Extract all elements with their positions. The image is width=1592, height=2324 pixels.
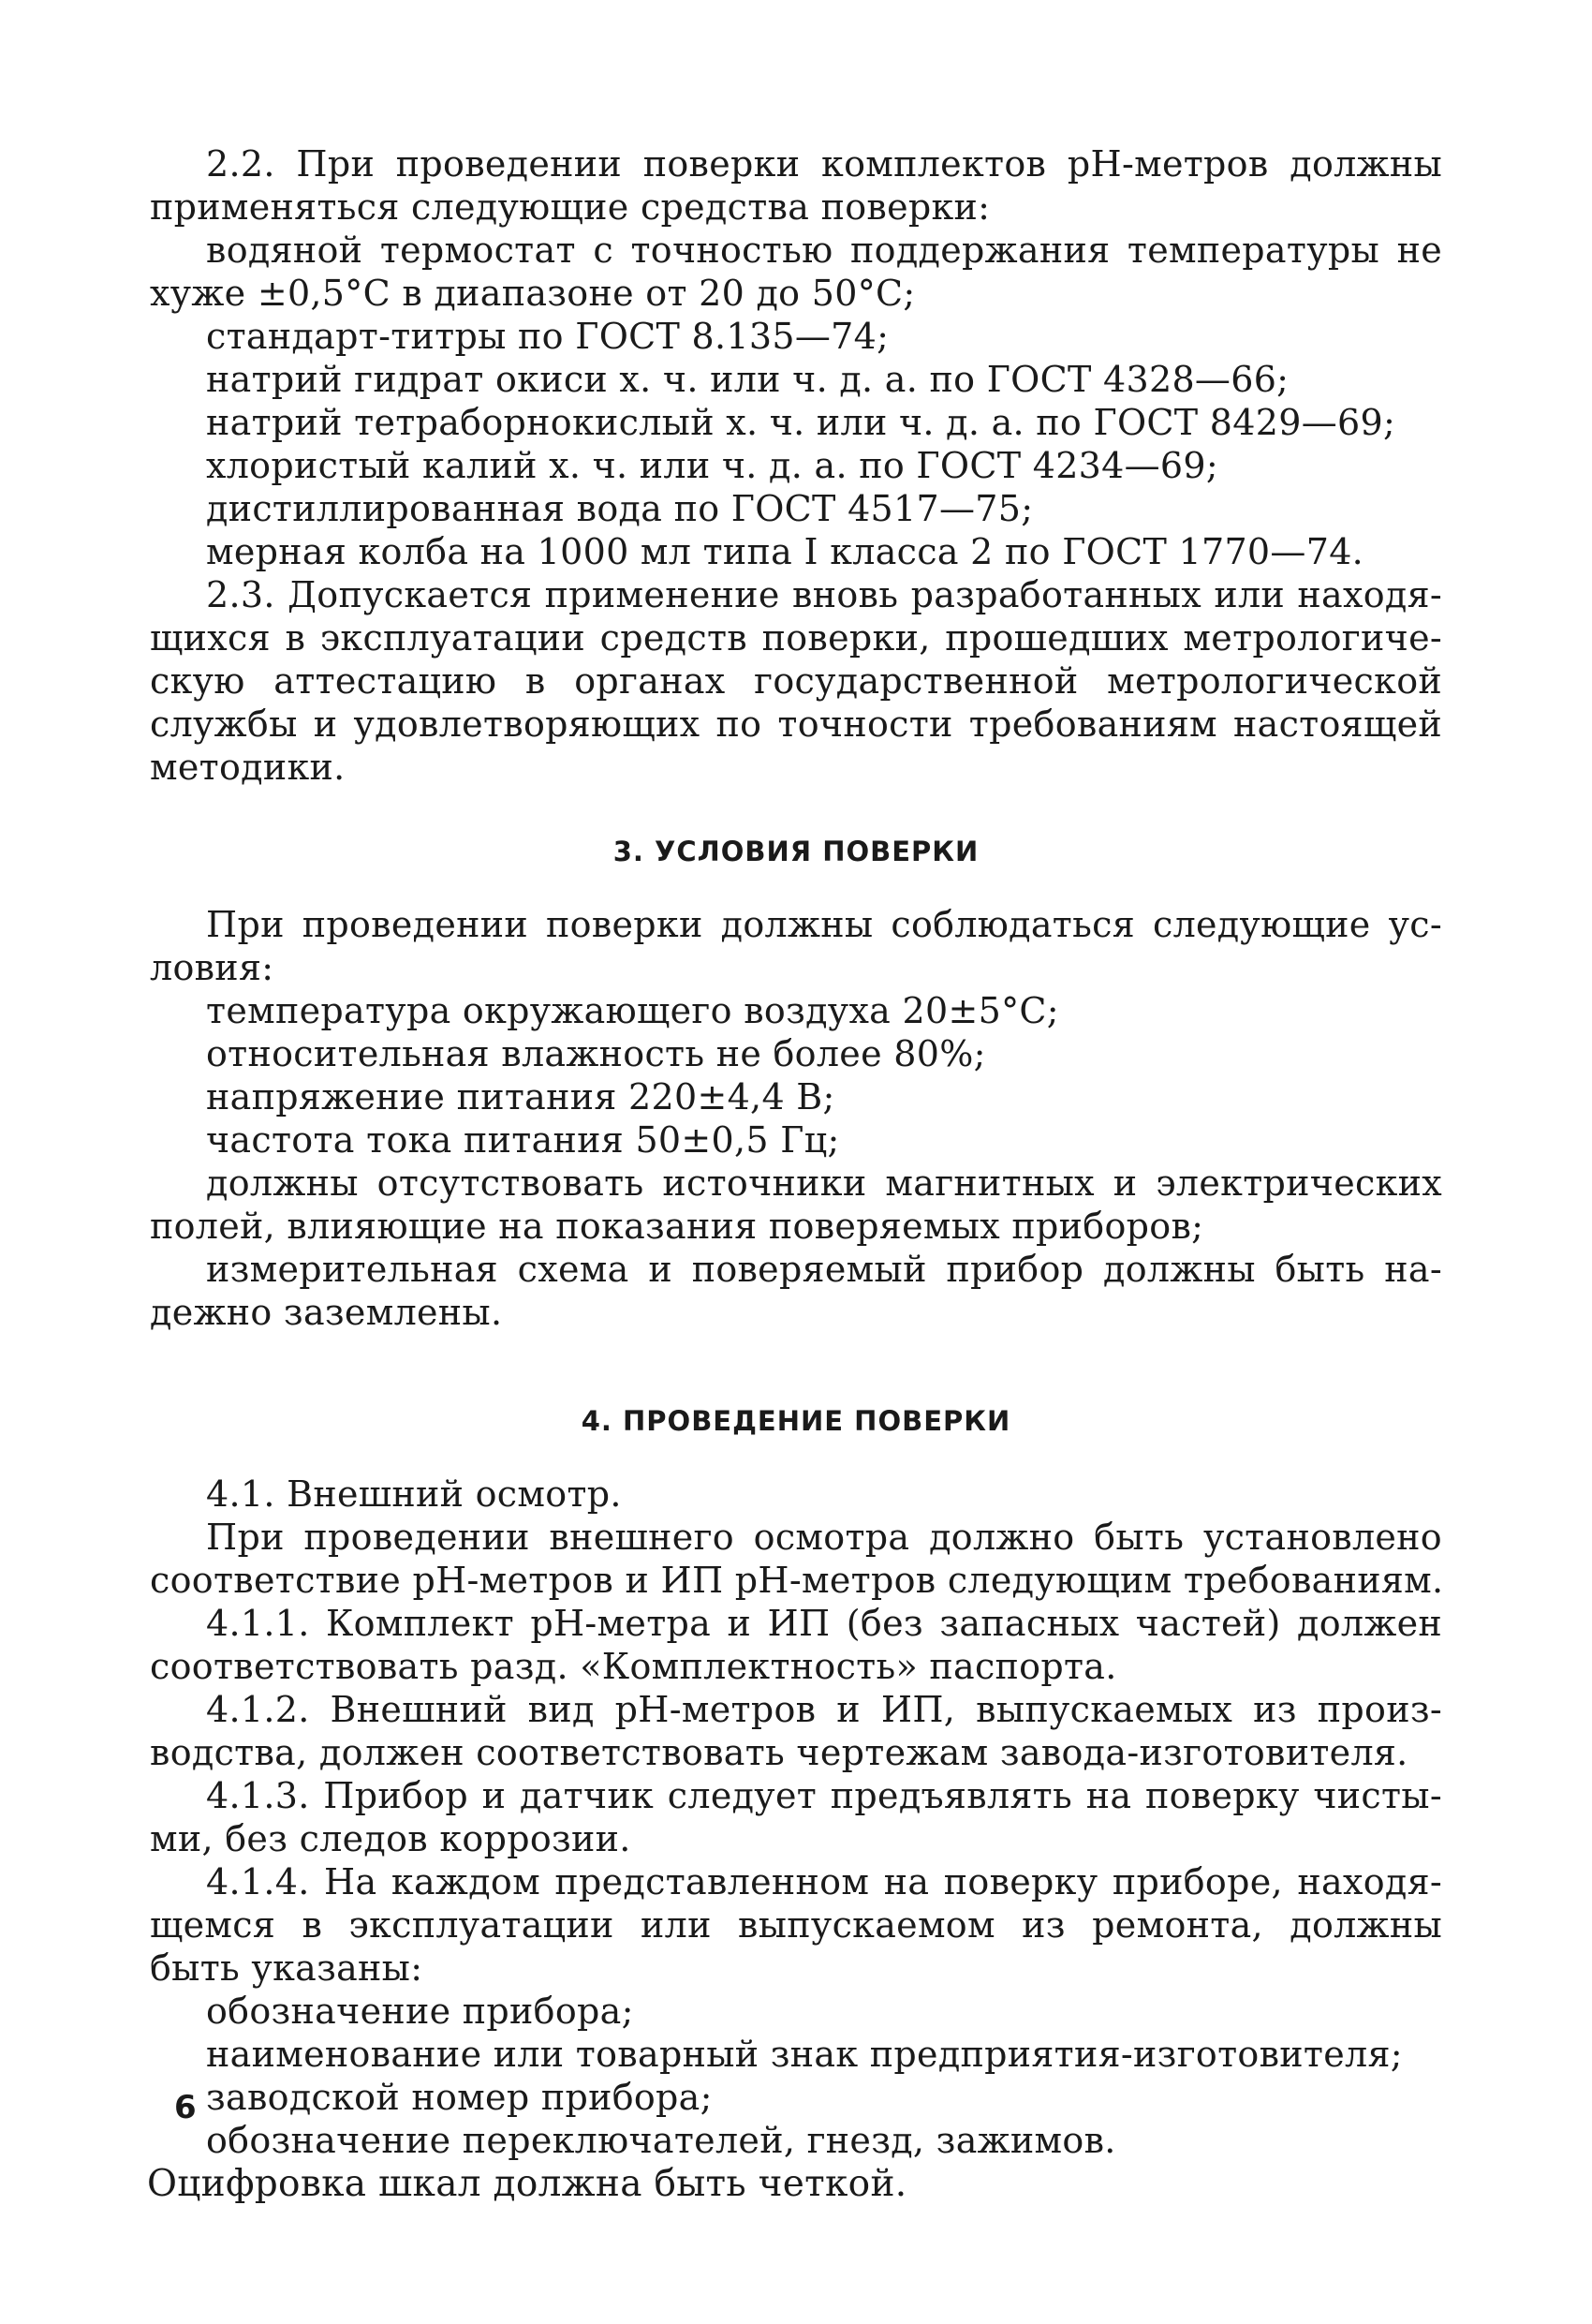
section-4-block (147, 1473, 1444, 2207)
list-item: хлористый калий х. ч. или ч. д. а. по ГОСТ 4234—69; (206, 445, 1218, 486)
paragraph-line: службы и удовлетворяющих по точности требованиям настоящей (150, 703, 1442, 745)
paragraph-line: ми, без следов коррозии. (150, 1818, 631, 1859)
list-item: частота тока питания 50±0,5 Гц; (206, 1119, 840, 1161)
text-column (147, 142, 1444, 2207)
list-item: должны отсутствовать источники магнитных и электрических (206, 1162, 1442, 1204)
list-item: обозначение прибора; (206, 1991, 634, 2032)
paragraph-line: 4.1. Внешний осмотр. (206, 1473, 622, 1515)
paragraph-line: водства, должен соответствовать чертежам завода-изготовителя. (150, 1732, 1408, 1773)
paragraph-line: методики. (150, 747, 346, 788)
paragraph-line: быть указаны: (150, 1947, 423, 1989)
paragraph-line: При проведении поверки должны соблюдаться следующие ус- (206, 904, 1442, 945)
paragraph-line: 4.1.4. На каждом представленном на поверку приборе, находя- (206, 1861, 1442, 1902)
page-number: 6 (174, 2089, 197, 2126)
paragraph-line: ловия: (150, 947, 274, 988)
paragraph-line: 4.1.2. Внешний вид pH-метров и ИП, выпускаемых из произ- (206, 1689, 1442, 1730)
paragraph-line: полей, влияющие на показания поверяемых приборов; (150, 1206, 1204, 1247)
section-heading: 3. УСЛОВИЯ ПОВЕРКИ (612, 836, 980, 867)
list-item: натрий тетраборнокислый х. ч. или ч. д. а. по ГОСТ 8429—69; (206, 402, 1396, 443)
list-item: наименование или товарный знак предприятия-изготовителя; (206, 2034, 1403, 2075)
section-2-block (150, 142, 1442, 789)
paragraph-line: При проведении внешнего осмотра должно быть установлено (206, 1517, 1442, 1558)
list-item: обозначение переключателей, гнезд, зажимов. (206, 2120, 1116, 2161)
list-item: мерная колба на 1000 мл типа I класса 2 по ГОСТ 1770—74. (206, 531, 1364, 572)
paragraph-line: 2.3. Допускается применение вновь разработанных или находя- (206, 574, 1442, 615)
list-item: стандарт-титры по ГОСТ 8.135—74; (206, 316, 890, 357)
section-heading: 4. ПРОВЕДЕНИЕ ПОВЕРКИ (581, 1405, 1011, 1437)
list-item: натрий гидрат окиси х. ч. или ч. д. а. по ГОСТ 4328—66; (206, 359, 1290, 400)
list-item: температура окружающего воздуха 20±5°С; (206, 990, 1059, 1031)
paragraph-line: применяться следующие средства поверки: (150, 186, 991, 228)
list-item: заводской номер прибора; (206, 2077, 713, 2118)
paragraph-line: Оцифровка шкал должна быть четкой. (147, 2163, 907, 2205)
paragraph-line: 4.1.3. Прибор и датчик следует предъявлять на поверку чисты- (206, 1775, 1442, 1816)
paragraph-line: 4.1.1. Комплект pH-метра и ИП (без запасных частей) должен (206, 1603, 1442, 1644)
paragraph-line: соответствие pH-метров и ИП pH-метров следующим требованиям. (150, 1560, 1444, 1601)
paragraph-line: соответствовать разд. «Комплектность» паспорта. (150, 1646, 1117, 1687)
paragraph-line: хуже ±0,5°С в диапазоне от 20 до 50°С; (150, 273, 916, 314)
section-3-block (150, 903, 1442, 1334)
paragraph-line: 2.2. При проведении поверки комплектов pH-метров должны (206, 143, 1442, 185)
paragraph-line: водяной термостат с точностью поддержания температуры не (206, 229, 1442, 271)
list-item: измерительная схема и поверяемый прибор должны быть на- (206, 1249, 1442, 1290)
list-item: дистиллированная вода по ГОСТ 4517—75; (206, 488, 1034, 529)
paragraph-line: щихся в эксплуатации средств поверки, прошедших метрологиче- (150, 617, 1442, 659)
list-item: относительная влажность не более 80%; (206, 1033, 986, 1074)
paragraph-line: скую аттестацию в органах государственной метрологической (150, 660, 1442, 702)
paragraph-line: дежно заземлены. (150, 1292, 503, 1333)
paragraph-line: щемся в эксплуатации или выпускаемом из ремонта, должны (150, 1904, 1442, 1946)
list-item: напряжение питания 220±4,4 В; (206, 1076, 835, 1118)
